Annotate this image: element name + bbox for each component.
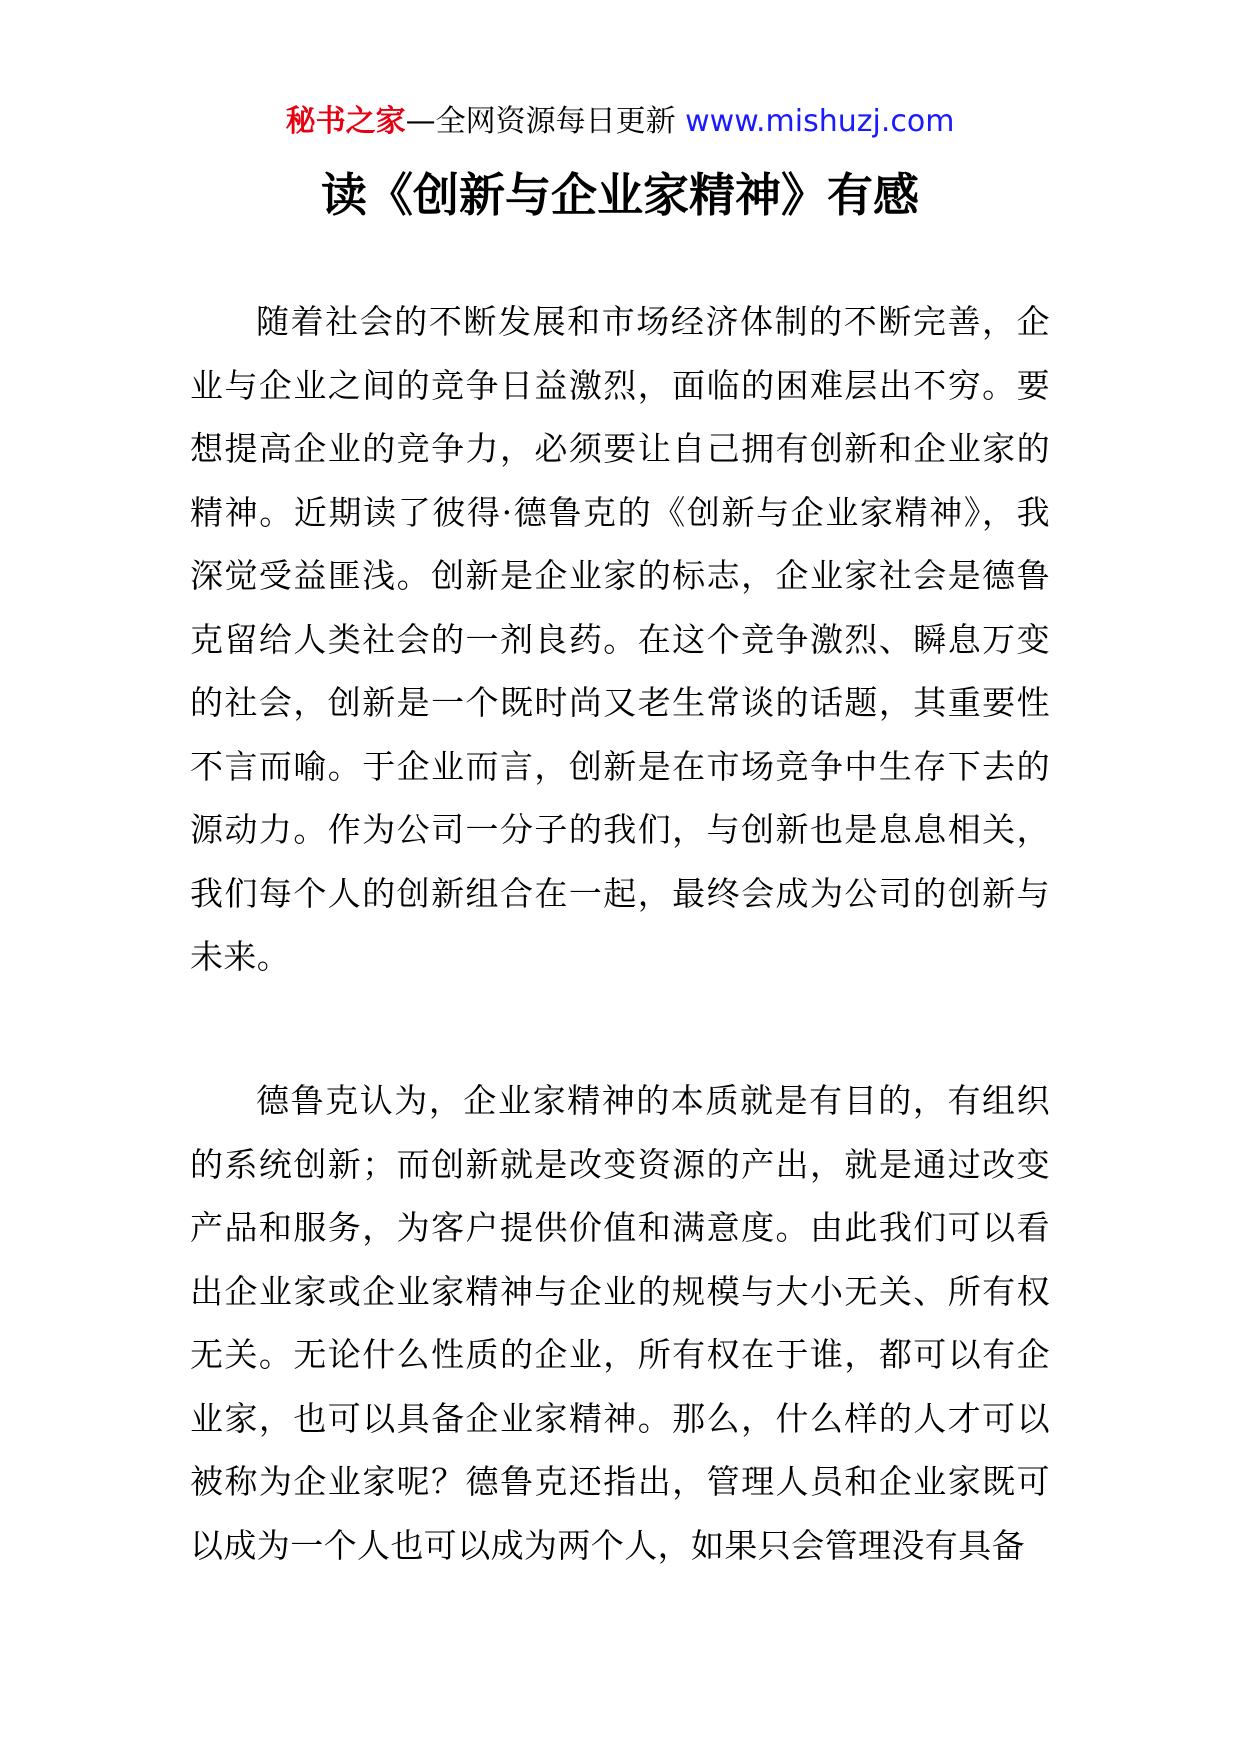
body-paragraph-1: 随着社会的不断发展和市场经济体制的不断完善，企业与企业之间的竞争日益激烈，面临的困难层出不穷。要想提高企业的竞争力，必须要让自己拥有创新和企业家的精神。近期读了彼得·德鲁克的《创新与企业家精神》，我深觉受益匪浅。创新是企业家的标志，企业家社会是德鲁克留给人类社会的一剂良药。在这个竞争激烈、瞬息万变的社会，创新是一个既时尚又老生常谈的话题，其重要性不言而喻。于企业而言，创新是在市场竞争中生存下去的源动力。作为公司一分子的我们，与创新也是息息相关，我们每个人的创新组合在一起，最终会成为公司的创新与未来。: [190, 302, 1050, 976]
site-header: [0, 100, 1240, 144]
document-title: 读《创新与企业家精神》有感: [321, 168, 919, 222]
body-paragraph-2: 德鲁克认为，企业家精神的本质就是有目的，有组织的系统创新；而创新就是改变资源的产出，就是通过改变产品和服务，为客户提供价值和满意度。由此我们可以看出企业家或企业家精神与企业的规模与大小无关、所有权无关。无论什么性质的企业，所有权在于谁，都可以有企业家，也可以具备企业家精神。那么，什么样的人才可以被称为企业家呢？德鲁克还指出，管理人员和企业家既可以成为一个人也可以成为两个人，如果只会管理没有具备: [190, 1081, 1050, 1565]
brand-name: 秘书之家: [285, 104, 406, 139]
site-url-link[interactable]: www.mishuzj.com: [685, 104, 955, 139]
header-slogan: —全网资源每日更新: [405, 104, 686, 139]
